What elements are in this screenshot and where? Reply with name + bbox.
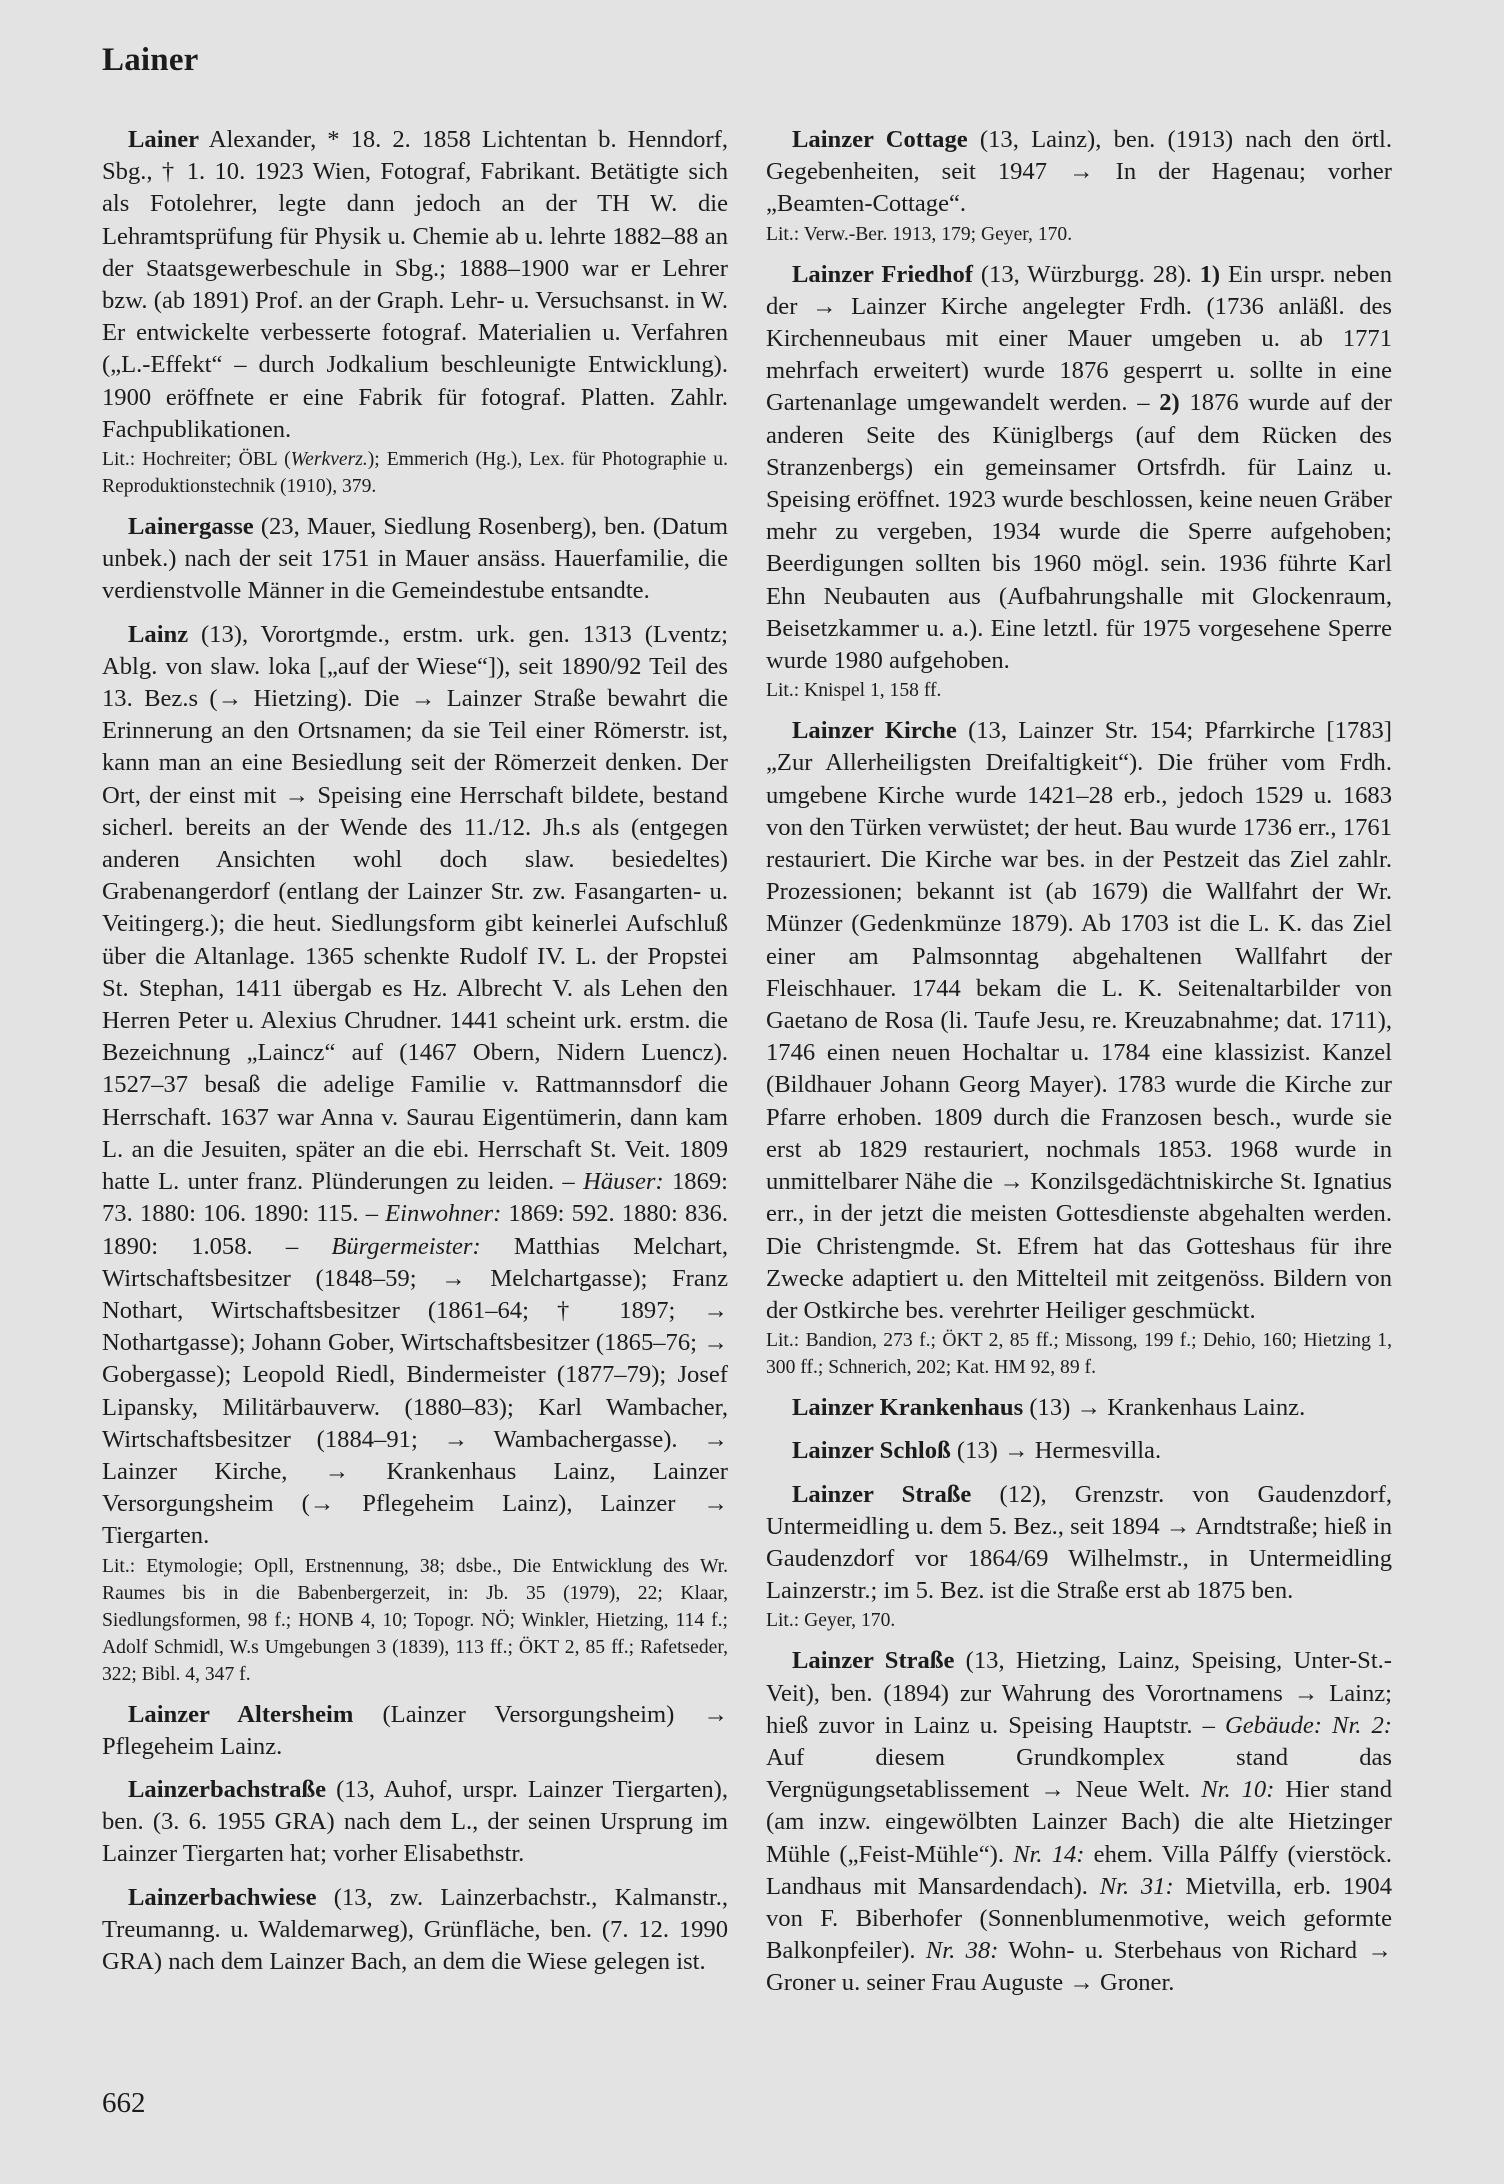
entry-lainzer-strasse-12 [766, 1479, 1392, 1635]
entry-body: Ein urspr. neben der → Lainzer Kirche angelegter Frdh. (1736 anläßl. des Kirchenneubaus mit einer Mauer umgeben u. ab 1771 mehrfach erweitert) wurde 1876 gesperrt u. sollte in eine Gartenanlage umgewandelt werden. – [766, 260, 1392, 417]
entry-lainzer-krankenhaus [766, 1392, 1392, 1424]
entry-lainer [102, 124, 728, 500]
right-column [766, 124, 1392, 2011]
entry-text [102, 124, 728, 446]
literature-note [102, 446, 728, 500]
running-head: Lainer [102, 42, 199, 78]
headword: Lainzerbachwiese [128, 1883, 317, 1911]
entry-text [766, 1645, 1392, 1999]
literature-note: Lit.: Knispel 1, 158 ff. [766, 680, 942, 702]
entry-body: Hier stand (am inzw. eingewölbten Lainzer Bach) die alte Hietzinger Mühle („Feist-Mühle“). [766, 1776, 1392, 1868]
entry-body: Auf diesem Grundkomplex stand das Vergnügungsetablissement → Neue Welt. [766, 1743, 1392, 1804]
headword: Lainzer Cottage [792, 126, 968, 153]
entry-text [766, 715, 1392, 1327]
entry-text [102, 1774, 728, 1871]
entry-body: (12), Grenzstr. von Gaudenzdorf, Untermeidling u. dem 5. Bez., seit 1894 → Arndtstraße; hieß in Gaudenzdorf vor 1864/69 Wilhelmstr., in Untermeidling Lainzerstr.; im 5. Bez. ist die Straße erst ab 1875 ben. [766, 1480, 1393, 1605]
section-number: 1) [1199, 260, 1221, 288]
entry-body: (13, Lainz), ben. (1913) nach den örtl. Gegebenheiten, seit 1947 → In der Hagenau; vorher „Beamten-Cottage“. [766, 126, 1392, 218]
entry-body: (13, zw. Lainzerbachstr., Kalmanstr., Treumanng. u. Waldemarweg), Grünfläche, ben. (7. 12. 1990 GRA) nach dem Lainzer Bach, an dem die Wiese gelegen ist. [102, 1883, 728, 1975]
headword: Lainzerbachstraße [128, 1775, 327, 1803]
headword: Lainzer Friedhof [792, 260, 973, 288]
entry-body: ehem. Villa Pálffy (vierstöck. Landhaus mit Mansardendach). [766, 1840, 1392, 1900]
entry-text [766, 1392, 1392, 1424]
entry-text [102, 1699, 728, 1763]
headword: Lainzer Straße [792, 1647, 955, 1675]
headword: Lainzer Altersheim [128, 1700, 354, 1728]
entry-body: (13, Lainzer Str. 154; Pfarrkirche [1783] „Zur Allerheiligsten Dreifaltigkeit“). Die früher vom Frdh. umgebene Kirche wurde 1421–28 erb., jedoch 1529 u. 1683 von den Türken verwüstet; der heut. Bau wurde 1736 err., 1761 restauriert. Die Kirche war bes. in der Pestzeit das Ziel zahlr. Prozessionen; bekannt ist (ab 1679) die Wallfahrt der Wr. Münzer (Gedenkmünze 1879). Ab 1703 ist die L. K. das Ziel einer am Palmsonntag abgehaltenen Wallfahrt der Fleischhauer. 1744 bekam die L. K. Seitenaltarbilder von Gaetano de Rosa (li. Taufe Jesu, re. Kreuzabnahme; dat. 1711), 1746 einen neuen Hochaltar u. 1784 eine klassizist. Kanzel (Bildhauer Johann Georg Mayer). 1783 wurde die Kirche zur Pfarre erhoben. 1809 durch die Franzosen besch., wurde sie erst ab 1829 restauriert, nochmals 1853. 1968 wurde in unmittelbarer Nähe die → Konzilsgedächtniskirche St. Ignatius err., in der jetzt die meisten Gottesdienste abgehalten werden. Die Christengmde. St. Efrem hat das Gotteshaus für ihre Zwecke adaptiert u. den Mittelteil mit zeitgenöss. Bildern von der Ostkirche bes. verehrter Heiliger geschmückt. [766, 717, 1392, 1324]
label-einwohner: Einwohner: [385, 1200, 502, 1228]
entry-body: Alexander, * 18. 2. 1858 Lichtentan b. Henndorf, Sbg., † 1. 10. 1923 Wien, Fotograf, Fabrikant. Betätigte sich als Fotolehrer, legte dann jedoch an der TH W. die Lehramtsprüfung für Physik u. Chemie ab u. lehrte 1882–88 an der Staatsgewerbeschule in Sbg.; 1888–1900 war er Lehrer bzw. (ab 1891) Prof. an der Graph. Lehr- u. Versuchsanst. in W. Er entwickelte verbesserte fotograf. Materialien u. Verfahren („L.-Effekt“ – durch Jodkalium beschleunigte Entwicklung). 1900 eröffnete er eine Fabrik für fotograf. Platten. Zahlr. Fachpublikationen. [102, 126, 728, 443]
entry-body: 1876 wurde auf der anderen Seite des Küniglbergs (auf dem Rücken des Stranzenbergs) ein gemeinsamer Ortsfrdh. für Lainz u. Speising eröffnet. 1923 wurde beschlossen, keine neuen Gräber mehr zu vergeben, 1934 wurde die Sperre aufgehoben; Beerdigungen sollten bis 1960 mögl. sein. 1936 führte Karl Ehn Neubauten aus (Aufbahrungshalle mit Glockenraum, Beisetzkammer u. a.). Eine letztl. für 1975 vorgesehene Sperre wurde 1980 aufgehoben. [766, 389, 1392, 675]
label-house-number: Nr. 14: [1013, 1840, 1085, 1868]
lit-italic: Werkverz. [290, 449, 368, 471]
label-buergermeister: Bürgermeister: [331, 1232, 481, 1260]
label-house-number: Nr. 10: [1201, 1776, 1275, 1804]
lit-text: Lit.: Hochreiter; ÖBL ( [102, 449, 291, 471]
headword: Lainer [128, 126, 200, 153]
entry-lainzer-schloss [766, 1435, 1392, 1467]
entry-lainzer-friedhof [766, 259, 1392, 705]
lit-text: ); Emmerich (Hg.), Lex. für Photographie u. Reproduktionstechnik (1910), 379. [102, 449, 729, 498]
entry-text [102, 511, 728, 608]
entry-body: (13) → Krankenhaus Lainz. [1023, 1394, 1306, 1422]
headword: Lainzer Schloß [792, 1437, 951, 1465]
entry-body: (13, Hietzing, Lainz, Speising, Unter-St.-Veit), ben. (1894) zur Wahrung des Vorortnamens → Lainz; hieß zuvor in Lainz u. Speising Hauptstr. – [766, 1647, 1392, 1739]
page-number: 662 [102, 2087, 146, 2119]
entry-lainzerbachstrasse [102, 1774, 728, 1871]
entry-body: Matthias Melchart, Wirtschaftsbesitzer (1848–59; → Melchartgasse); Franz Nothart, Wirtschaftsbesitzer (1861–64; † 1897; → Nothartgasse); Johann Gober, Wirtschaftsbesitzer (1865–76; → Gobergasse); Leopold Riedl, Bindermeister (1877–79); Josef Lipansky, Militärbauverw. (1880–83); Karl Wambacher, Wirtschaftsbesitzer (1884–91; → Wambachergasse). → Lainzer Kirche, → Krankenhaus Lainz, Lainzer Versorgungsheim (→ Pflegeheim Lainz), Lainzer → Tiergarten. [102, 1232, 729, 1550]
label-haeuser: Häuser: [583, 1168, 664, 1196]
entry-lainzer-strasse-13 [766, 1645, 1392, 1999]
entry-body: Mietvilla, erb. 1904 von F. Biberhofer (Sonnenblumenmotive, weich geformte Balkonpfeiler). [766, 1872, 1392, 1965]
entry-lainzer-kirche [766, 715, 1392, 1381]
literature-note: Lit.: Geyer, 170. [766, 1610, 896, 1632]
headword: Lainzer Krankenhaus [792, 1394, 1024, 1422]
headword: Lainz [128, 620, 189, 648]
entry-body: (Lainzer Versorgungsheim) → Pflegeheim Lainz. [102, 1700, 728, 1760]
entry-body: 1869: 592. 1880: 836. 1890: 1.058. – [102, 1200, 729, 1260]
entry-text [102, 1882, 728, 1979]
entry-body: 1869: 73. 1880: 106. 1890: 115. – [102, 1168, 729, 1228]
entry-body: (23, Mauer, Siedlung Rosenberg), ben. (Datum unbek.) nach der seit 1751 in Mauer ansäss. Hauerfamilie, die verdienstvolle Männer in die Gemeindestube entsandte. [102, 513, 728, 605]
section-number: 2) [1159, 389, 1180, 417]
headword: Lainzer Straße [792, 1480, 972, 1508]
entry-lainzerbachwiese [102, 1882, 728, 1979]
headword: Lainergasse [128, 513, 254, 541]
entry-body: (13, Würzburgg. 28). [972, 260, 1200, 288]
entry-text [766, 259, 1392, 678]
entry-body: (13), Vorortgmde., erstm. urk. gen. 1313 (Lventz; Ablg. von slaw. loka [„auf der Wiese“]), seit 1890/92 Teil des 13. Bez.s (→ Hietzing). Die → Lainzer Straße bewahrt die Erinnerung an den Ortsnamen; da sie Teil einer Römerstr. ist, kann man an eine Besiedlung seit der Römerzeit denken. Der Ort, der einst mit → Speising eine Herrschaft bildete, bestand sicherl. bereits an der Wende des 11./12. Jh.s als (entgegen anderen Ansichten wohl doch slaw. besiedeltes) Grabenangerdorf (entlang der Lainzer Str. zw. Fasangarten- u. Veitingerg.); die heut. Siedlungsform gibt keinerlei Aufschluß über die Altanlage. 1365 schenkte Rudolf IV. L. der Propstei St. Stephan, 1411 übergab es Hz. Albrecht V. als Lehen den Herren Peter u. Alexius Chrudner. 1441 scheint urk. erstm. die Bezeichnung „Laincz“ auf (1467 Obern, Nidern Luencz). 1527–37 besaß die adelige Familie v. Rattmannsdorf die Herrschaft. 1637 war Anna v. Saurau Eigentümerin, dann kam L. an die Jesuiten, später an die ebi. Herrschaft St. Veit. 1809 hatte L. unter franz. Plünderungen zu leiden. – [102, 620, 728, 1196]
left-column [102, 124, 728, 1989]
entry-lainz [102, 619, 728, 1688]
entry-lainzer-altersheim [102, 1699, 728, 1763]
entry-text [766, 124, 1392, 221]
entry-text [766, 1479, 1392, 1608]
entry-text [766, 1435, 1392, 1467]
entry-body: Wohn- u. Sterbehaus von Richard → Groner u. seiner Frau Auguste → Groner. [766, 1937, 1392, 1997]
literature-note: Lit.: Verw.-Ber. 1913, 179; Geyer, 170. [766, 223, 1073, 245]
label-gebaeude: Gebäude: Nr. 2: [1225, 1711, 1393, 1739]
entry-lainzer-cottage [766, 124, 1392, 248]
label-house-number: Nr. 31: [1099, 1872, 1174, 1900]
entry-body: (13, Auhof, urspr. Lainzer Tiergarten), ben. (3. 6. 1955 GRA) nach dem L., der seinen Ursprung im Lainzer Tiergarten hat; vorher Elisabethstr. [102, 1775, 728, 1868]
entry-body: (13) → Hermesvilla. [950, 1437, 1162, 1465]
entry-text [102, 619, 728, 1553]
entry-lainergasse [102, 511, 728, 608]
label-house-number: Nr. 38: [925, 1937, 999, 1965]
headword: Lainzer Kirche [792, 717, 957, 745]
literature-note: Lit.: Etymologie; Opll, Erstnennung, 38; dsbe., Die Entwicklung des Wr. Raumes bis in die Babenbergerzeit, in: Jb. 35 (1979), 22; Klaar, Siedlungsformen, 98 f.; HONB 4, 10; Topogr. NÖ; Winkler, Hietzing, 114 f.; Adolf Schmidl, W.s Umgebungen 3 (1839), 113 ff.; ÖKT 2, 85 ff.; Rafetseder, 322; Bibl. 4, 347 f. [102, 1555, 728, 1685]
literature-note: Lit.: Bandion, 273 f.; ÖKT 2, 85 ff.; Missong, 199 f.; Dehio, 160; Hietzing 1, 300 ff.; Schnerich, 202; Kat. HM 92, 89 f. [766, 1330, 1392, 1379]
